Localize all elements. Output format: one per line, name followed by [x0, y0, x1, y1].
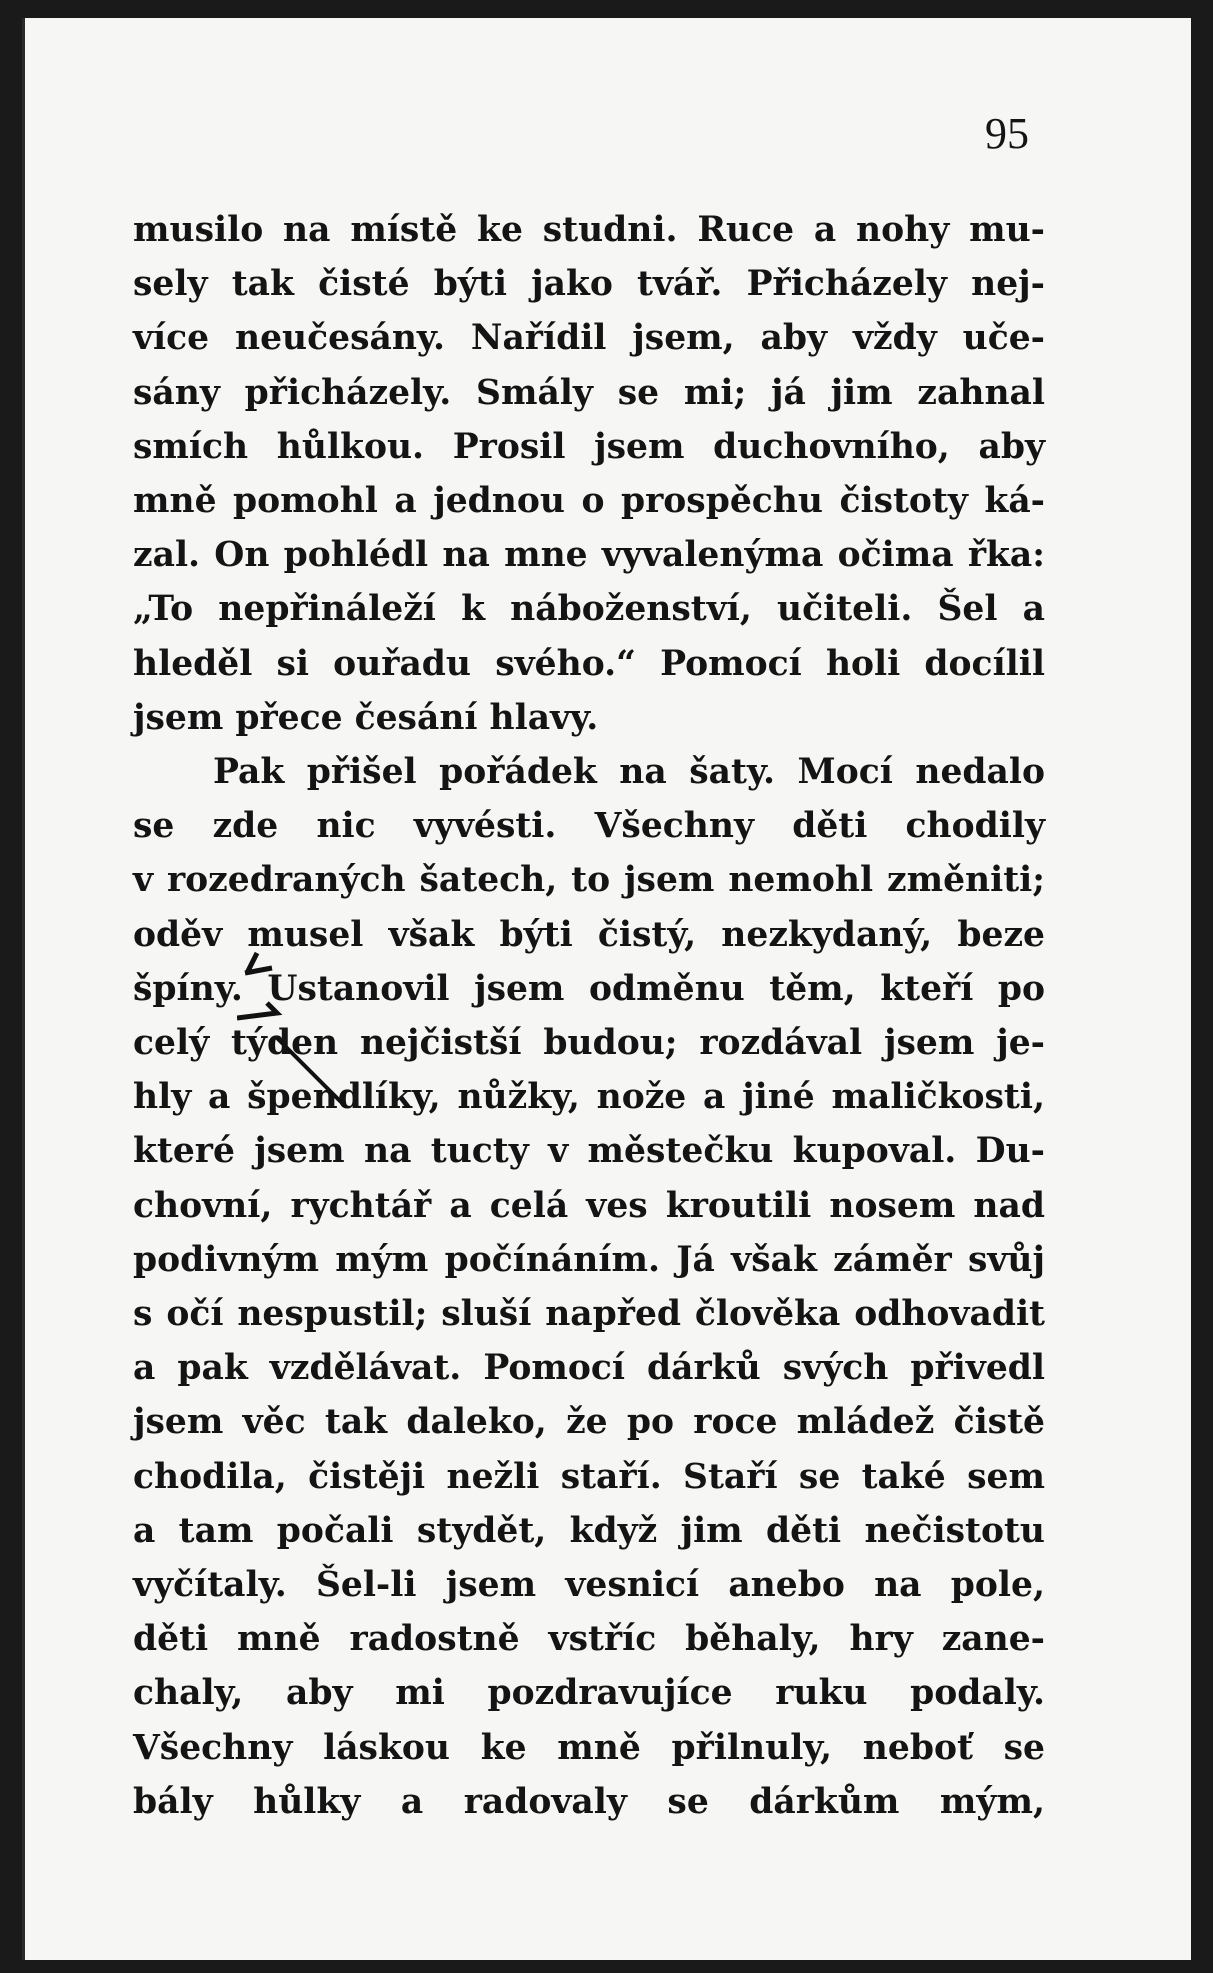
text-line: chaly, aby mi pozdravujíce ruku podaly. — [133, 1673, 1045, 1714]
text-line: s očí nespustil; sluší napřed člověka odhovadit — [133, 1294, 1045, 1335]
text-line: smích hůlkou. Prosil jsem duchovního, aby — [133, 426, 1045, 467]
text-line: Všechny láskou ke mně přilnuly, neboť se — [133, 1727, 1045, 1768]
text-line: se zde nic vyvésti. Všechny děti chodily — [133, 806, 1045, 847]
text-line: jsem přece česání hlavy. — [133, 697, 599, 738]
text-line: Pak přišel pořádek na šaty. Mocí nedalo — [213, 752, 1045, 793]
text-line: sány přicházely. Smály se mi; já jim zahnal — [133, 372, 1045, 413]
text-line: bály hůlky a radovaly se dárkům mým, — [133, 1781, 1045, 1822]
text-line: děti mně radostně vstříc běhaly, hry zane- — [133, 1619, 1045, 1660]
text-line: a tam počali stydět, když jim děti nečistotu — [133, 1510, 1045, 1551]
ink-mark — [237, 948, 387, 1108]
text-line: podivným mým počínáním. Já však záměr svůj — [133, 1239, 1045, 1280]
text-line: jsem věc tak daleko, že po roce mládež čistě — [133, 1402, 1045, 1443]
text-line: v rozedraných šatech, to jsem nemohl změniti; — [133, 860, 1045, 901]
text-line: „To nepřináleží k náboženství, učiteli. Šel a — [133, 589, 1045, 630]
text-line: oděv musel však býti čistý, nezkydaný, beze — [133, 914, 1045, 955]
text-line: hleděl si ouřadu svého.“ Pomocí holi docílil — [133, 643, 1045, 684]
text-line: zal. On pohlédl na mne vyvalenýma očima řka: — [133, 535, 1045, 576]
text-line: které jsem na tucty v městečku kupoval. Du- — [133, 1131, 1045, 1172]
text-line: vyčítaly. Šel-li jsem vesnicí anebo na pole, — [133, 1565, 1045, 1606]
text-line: sely tak čisté býti jako tvář. Přicházely nej- — [133, 264, 1045, 305]
text-line: celý týden nejčistší budou; rozdával jsem je- — [133, 1023, 1045, 1064]
text-line: chovní, rychtář a celá ves kroutili nosem nad — [133, 1185, 1045, 1226]
text-line: chodila, čistěji nežli staří. Staří se také sem — [133, 1456, 1045, 1497]
text-line: špíny. Ustanovil jsem odměnu těm, kteří po — [133, 968, 1045, 1009]
book-page — [22, 18, 1191, 1960]
text-line: mně pomohl a jednou o prospěchu čistoty ká- — [133, 481, 1045, 522]
text-line: a pak vzdělávat. Pomocí dárků svých přivedl — [133, 1348, 1045, 1389]
text-line: musilo na místě ke studni. Ruce a nohy mu- — [133, 210, 1045, 250]
text-line: více neučesány. Nařídil jsem, aby vždy uče- — [133, 318, 1045, 359]
page-number: 95 — [985, 109, 1029, 158]
text-line: hly a špendlíky, nůžky, nože a jiné maličkosti, — [133, 1077, 1045, 1118]
